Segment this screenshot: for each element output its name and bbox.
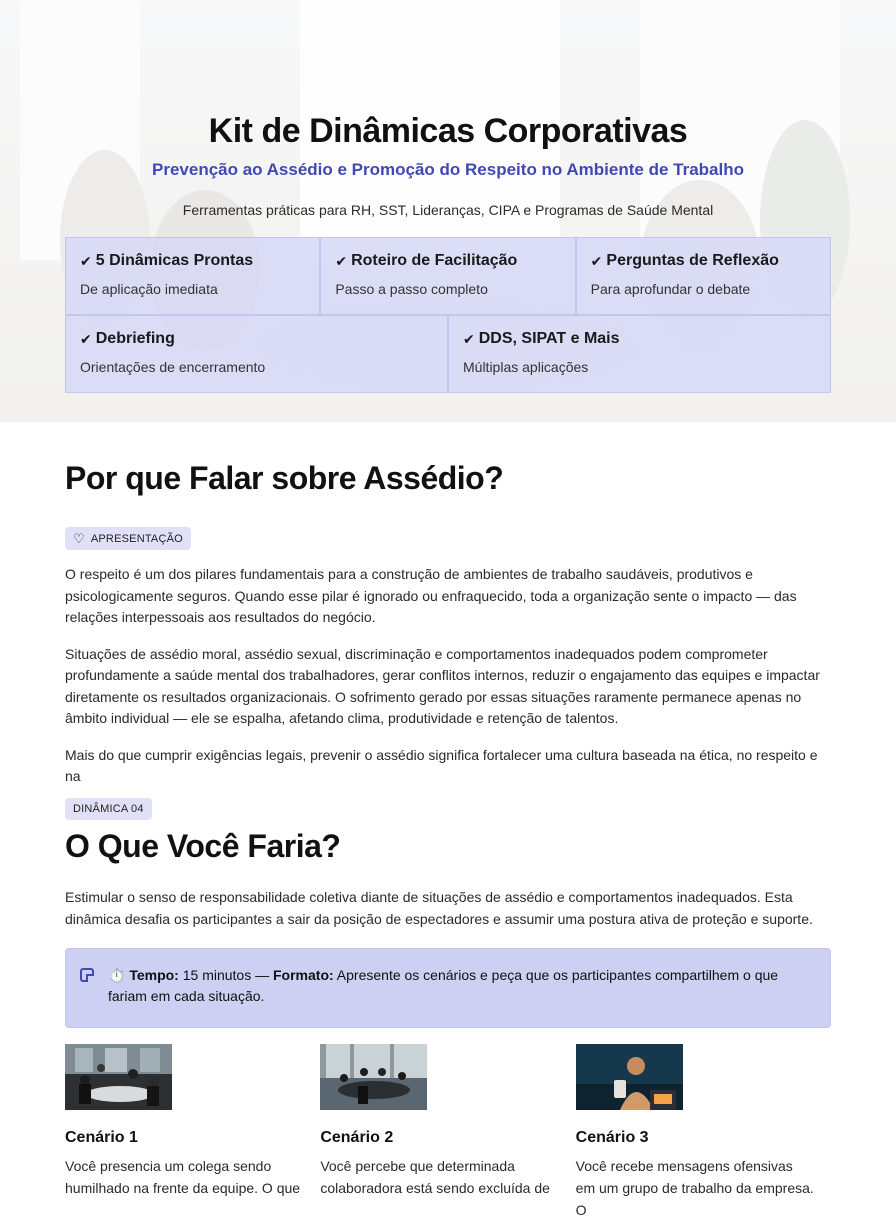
- scenario-card: [65, 1044, 320, 1221]
- dinamica-tag: DINÂMICA 04: [65, 798, 152, 820]
- apresentacao-tag: [65, 527, 191, 550]
- feature-grid: [65, 237, 831, 393]
- scenario-title: Cenário 2: [320, 1129, 394, 1146]
- feature-description: Orientações de encerramento: [80, 359, 266, 375]
- feature-card-perguntas: [576, 237, 831, 315]
- feature-description: Múltiplas aplicações: [463, 359, 589, 375]
- feature-description: Passo a passo completo: [335, 281, 488, 297]
- scenario-card: [320, 1044, 575, 1221]
- note-icon: [80, 968, 94, 982]
- dynamic-section: [65, 798, 831, 1221]
- intro-paragraph: Situações de assédio moral, assédio sexual, discriminação e comportamentos inadequados podem comprometer profundamente a saúde mental dos trabalhadores, gerar conflitos internos, reduzir o engajamento das equipes e impactar diretamente os resultados organizacionais. O sofrimento gerado por essas situações raramente permanece apenas no âmbito individual — ele se espalha, afetando clima, produtividade e retenção de talentos.: [65, 645, 820, 726]
- feature-card-dds: [448, 315, 831, 393]
- scenario-title: Cenário 1: [65, 1129, 138, 1146]
- intro-heading: Por que Falar sobre Assédio?: [65, 460, 504, 496]
- check-icon: ✔: [80, 252, 92, 269]
- check-icon: ✔: [80, 330, 92, 347]
- check-icon: ✔: [463, 330, 475, 347]
- check-icon: ✔: [335, 252, 348, 269]
- heart-icon: ♡: [73, 531, 85, 546]
- scenario-text: Você presencia um colega sendo humilhado na frente da equipe. O que: [65, 1158, 301, 1196]
- dynamic-heading: O Que Você Faria?: [65, 828, 341, 864]
- scenario-title: Cenário 3: [575, 1129, 649, 1146]
- feature-title: DDS, SIPAT e Mais: [478, 330, 620, 347]
- scenario-1-image: [65, 1044, 172, 1110]
- feature-card-debriefing: [65, 315, 448, 393]
- feature-description: De aplicação imediata: [80, 281, 218, 297]
- scenario-list: [65, 1044, 831, 1221]
- check-icon: ✔: [590, 252, 603, 269]
- intro-text: [65, 564, 831, 784]
- scenario-3-image: [576, 1044, 683, 1110]
- page-tagline: Ferramentas práticas para RH, SST, Lideranças, CIPA e Programas de Saúde Mental: [182, 202, 714, 218]
- time-label: Tempo:: [129, 967, 179, 983]
- feature-title: Debriefing: [95, 330, 175, 347]
- dynamic-description: Estimular o senso de responsabilidade coletiva diante de situações de assédio e comportamentos inadequados. Esta dinâmica desafia os participantes a sair da posição de espectadores e assumir uma postura ativa de proteção e suporte.: [65, 889, 813, 927]
- feature-card-dinamicas: [65, 237, 320, 315]
- stopwatch-icon: ⏱️: [108, 967, 126, 983]
- instructions-callout: [65, 948, 831, 1028]
- intro-paragraph: Mais do que cumprir exigências legais, prevenir o assédio significa fortalecer uma cultura baseada na ética, no respeito e na: [65, 746, 818, 784]
- feature-description: Para aprofundar o debate: [590, 281, 751, 297]
- feature-card-roteiro: [320, 237, 575, 315]
- feature-title: Perguntas de Reflexão: [606, 252, 779, 269]
- intro-section: [65, 460, 831, 784]
- scenario-card: [576, 1044, 831, 1221]
- feature-title: 5 Dinâmicas Prontas: [95, 252, 254, 269]
- scenario-text: Você recebe mensagens ofensivas em um grupo de trabalho da empresa. O: [575, 1158, 814, 1218]
- scenario-text: Você percebe que determinada colaboradora está sendo excluída de: [320, 1158, 550, 1196]
- page-title: Kit de Dinâmicas Corporativas: [208, 112, 688, 150]
- scenario-2-image: [320, 1044, 427, 1110]
- page-subtitle: Prevenção ao Assédio e Promoção do Respeito no Ambiente de Trabalho: [152, 160, 744, 179]
- format-label: Formato:: [273, 967, 334, 983]
- feature-title: Roteiro de Facilitação: [351, 252, 518, 269]
- intro-paragraph: O respeito é um dos pilares fundamentais para a construção de ambientes de trabalho saudáveis, produtivos e psicologicamente seguros. Quando esse pilar é ignorado ou enfraquecido, toda a organização sente o impacto — das relações interpessoais aos resultados do negócio.: [65, 566, 797, 625]
- hero-banner: [0, 0, 896, 422]
- format-value: Apresente os cenários e peça que os participantes compartilhem o que fariam em cada situação.: [108, 967, 779, 1004]
- tag-label: APRESENTAÇÃO: [90, 532, 183, 545]
- time-value: 15 minutos —: [182, 967, 270, 983]
- callout-text: [108, 965, 816, 1007]
